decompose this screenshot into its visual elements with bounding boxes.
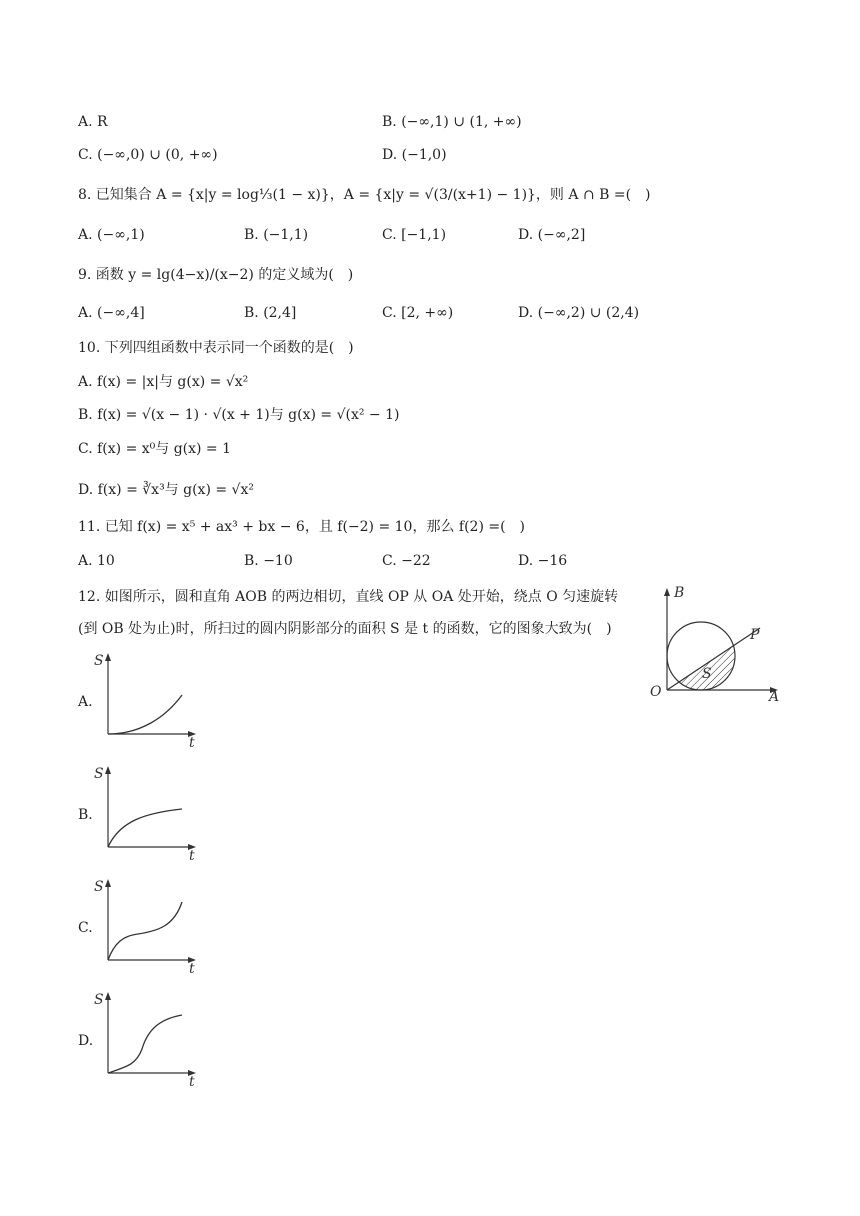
- q10-option-b: B. f(x) = √(x − 1) · √(x + 1)与 g(x) = √(x² − 1): [78, 407, 400, 423]
- q7-option-c: C. (−∞,0) ∪ (0, +∞): [78, 147, 218, 163]
- q12-stem-line1: 12. 如图所示，圆和直角 AOB 的两边相切，直线 OP 从 OA 处开始，绕点 O 匀速旋转: [78, 589, 619, 605]
- label-o: O: [650, 684, 662, 700]
- q12-graph-b: [90, 761, 202, 864]
- q11-option-c: C. −22: [382, 553, 431, 569]
- q12-graph-a: [90, 648, 202, 751]
- axis-label-t: t: [189, 735, 195, 751]
- q8-option-d: D. (−∞,2]: [518, 227, 586, 243]
- axis-label-s: S: [94, 992, 104, 1008]
- q10-option-d: D. f(x) = ∛x³与 g(x) = √x²: [78, 482, 254, 498]
- q8-option-c: C. [−1,1): [382, 227, 447, 243]
- axis-label-t: t: [189, 848, 195, 864]
- q11-option-d: D. −16: [518, 553, 568, 569]
- q12-graph-c: [90, 874, 202, 977]
- q7-option-b: B. (−∞,1) ∪ (1, +∞): [382, 114, 522, 130]
- arrow-up-icon: [105, 653, 111, 661]
- q12-graph-d: [90, 987, 202, 1090]
- q10-stem: 10. 下列四组函数中表示同一个函数的是( ): [78, 340, 354, 356]
- arrow-b-icon: [664, 588, 670, 596]
- q7-option-a: A. R: [78, 114, 108, 130]
- curve-b: [108, 809, 182, 847]
- axis-label-t: t: [189, 961, 195, 977]
- curve-d: [108, 1015, 182, 1073]
- label-b: B: [674, 585, 685, 601]
- q8-option-b: B. (−1,1): [244, 227, 309, 243]
- arrow-up-icon: [105, 766, 111, 774]
- axis-label-s: S: [94, 879, 104, 895]
- q10-option-c: C. f(x) = x⁰与 g(x) = 1: [78, 441, 232, 457]
- q11-option-a: A. 10: [78, 553, 115, 569]
- q12-stem-line2: (到 OB 处为止)时，所扫过的圆内阴影部分的面积 S 是 t 的函数，它的图象大致为( ): [78, 621, 612, 637]
- arrow-up-icon: [105, 992, 111, 1000]
- q8-stem: 8. 已知集合 A = {x|y = log⅓(1 − x)}，A = {x|y = √(3/(x+1) − 1)}，则 A ∩ B =( ): [78, 187, 651, 203]
- q9-option-a: A. (−∞,4]: [78, 305, 145, 321]
- arrow-up-icon: [105, 879, 111, 887]
- axis-label-s: S: [94, 653, 104, 669]
- q11-stem: 11. 已知 f(x) = x⁵ + ax³ + bx − 6，且 f(−2) = 10，那么 f(2) =( ): [78, 519, 526, 535]
- q9-stem: 9. 函数 y = lg(4−x)/(x−2) 的定义域为( ): [78, 267, 354, 283]
- q10-option-a: A. f(x) = |x|与 g(x) = √x²: [78, 374, 249, 390]
- q9-option-d: D. (−∞,2) ∪ (2,4): [518, 305, 640, 321]
- q12-figure: [648, 582, 788, 706]
- q9-option-b: B. (2,4]: [244, 305, 297, 321]
- axis-label-t: t: [189, 1074, 195, 1090]
- label-p: P: [750, 627, 760, 643]
- curve-c: [108, 902, 182, 960]
- q12-option-c: C.: [78, 920, 93, 936]
- q8-option-a: A. (−∞,1): [78, 227, 145, 243]
- label-a: A: [769, 689, 780, 705]
- q9-option-c: C. [2, +∞): [382, 305, 454, 321]
- q12-option-b: B.: [78, 807, 93, 823]
- curve-a: [108, 695, 182, 734]
- q7-option-d: D. (−1,0): [382, 147, 447, 163]
- q11-option-b: B. −10: [244, 553, 293, 569]
- label-s: S: [702, 666, 712, 682]
- q12-option-a: A.: [78, 694, 93, 710]
- q12-option-d: D.: [78, 1033, 94, 1049]
- axis-label-s: S: [94, 766, 104, 782]
